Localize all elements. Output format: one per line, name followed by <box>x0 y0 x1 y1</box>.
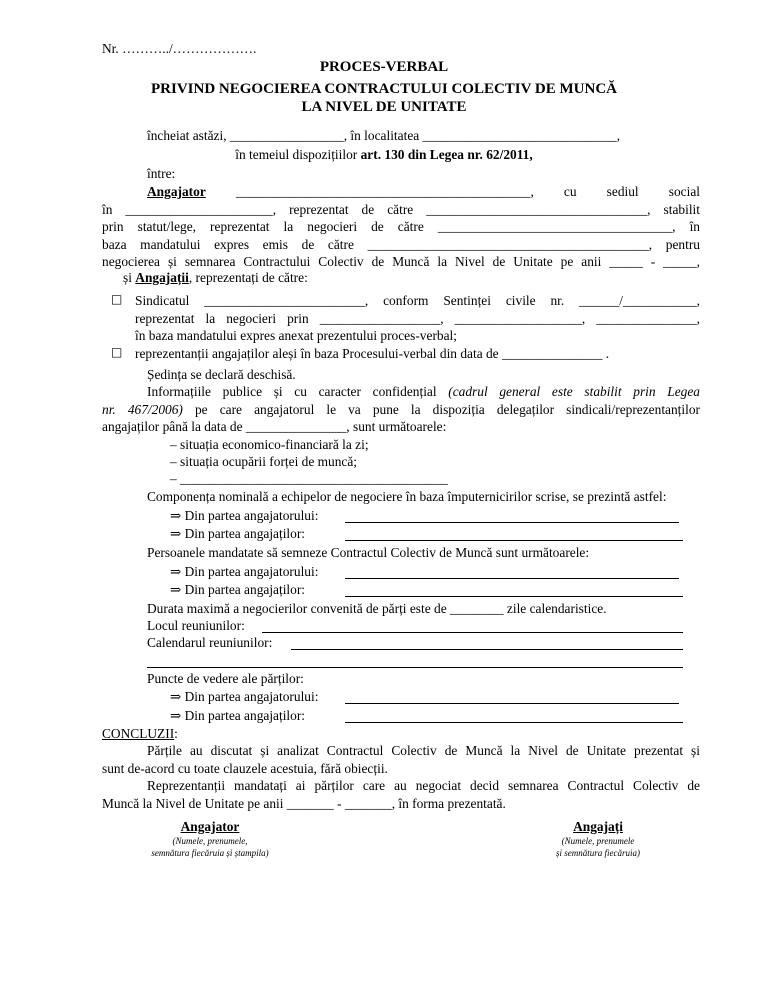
union-checkbox: □ <box>111 292 123 306</box>
employees-rest: , reprezentați de către: <box>188 270 308 285</box>
signature-employer-title: Angajator <box>180 819 240 834</box>
representatives-checkbox: □ <box>111 345 123 359</box>
meeting-calendar-fill-line <box>291 649 683 650</box>
employer-line3: prin statut/lege, reprezentat la negocieri de către ___________________________________, în <box>102 219 700 234</box>
union-line3: în baza mandatului expres anexat prezentului proces-verbal; <box>135 328 457 343</box>
team-employer-fill-line <box>345 522 679 523</box>
employees-intro <box>123 270 308 286</box>
team-employer-label: ⇒ Din partea angajatorului: <box>170 508 319 523</box>
intro-legal-basis <box>0 147 768 163</box>
document-subtitle-line2: LA NIVEL DE UNITATE <box>301 99 467 115</box>
document-title: PROCES-VERBAL <box>319 59 449 75</box>
signature-employees-title: Angajați <box>573 819 623 834</box>
union-line1: Sindicatul ________________________, conform Sentinței civile nr. ______/___________, <box>135 293 700 308</box>
intro-legal-article: art. 130 din Legea nr. 62/2011, <box>360 147 533 162</box>
info-line2-italic: nr. 467/2006) <box>102 402 183 417</box>
employer-label: Angajator <box>147 184 206 199</box>
employer-line1 <box>147 184 700 200</box>
mandated-employees-fill-line <box>345 596 683 597</box>
conclusions-title: CONCLUZII <box>102 726 175 741</box>
conclusions-p2-line2: Muncă la Nivel de Unitate pe anii _______ - _______, în forma prezentată. <box>102 796 506 811</box>
info-bullet-blank: – ________________________________________ <box>170 471 448 486</box>
employer-line2: în ______________________, reprezentat de către _________________________________, stabilit <box>102 202 700 217</box>
employer-line5: negocierea și semnarea Contractului Colectiv de Muncă la Nivel de Unitate pe anii _____ - _____, <box>102 254 700 269</box>
mandated-persons: Persoanele mandatate să semneze Contractul Colectiv de Muncă sunt următoarele: <box>147 545 590 560</box>
conclusions-p2-line1: Reprezentanții mandatați ai părților care au negociat decid semnarea Contractul Colectiv de <box>147 778 700 793</box>
conclusions-colon: : <box>174 726 178 741</box>
team-composition: Componența nominală a echipelor de negociere în baza împuternicirilor scrise, se prezintă astfel: <box>147 489 667 504</box>
team-employees-label: ⇒ Din partea angajaților: <box>170 526 306 541</box>
intro-date-place: încheiat astăzi, _________________, în localitatea _____________________________, <box>147 128 621 143</box>
signature-employees-note2: și semnătura fiecăruia) <box>556 848 640 858</box>
employees-and: și <box>123 270 136 285</box>
union-line2: reprezentat la negocieri prin __________________, ___________________, _______________, <box>135 311 700 326</box>
info-line3: angajaților până la data de _______________, sunt următoarele: <box>102 419 447 434</box>
info-line2 <box>102 402 700 418</box>
employer-line4: baza mandatului expres emis de către __________________________________________, pentru <box>102 237 700 252</box>
conclusions-p1-line2: sunt de-acord cu toate clauzele acestuia, fără obiecții. <box>102 761 388 776</box>
info-line1-italic: (cadrul general este stabilit prin Legea <box>448 384 700 399</box>
negotiation-duration: Durata maximă a negocierilor convenită de părți este de ________ zile calendaristice. <box>147 601 607 616</box>
meeting-calendar-label: Calendarul reuniunilor: <box>147 635 273 650</box>
info-bullet-workforce: – situația ocupării forței de muncă; <box>170 454 358 469</box>
mandated-employees-label: ⇒ Din partea angajaților: <box>170 582 306 597</box>
session-open: Ședința se declară deschisă. <box>147 367 296 382</box>
representatives-line: reprezentanții angajaților aleși în baza Procesului-verbal din data de _______________ . <box>135 346 610 361</box>
intro-legal-basis-text: în temeiul dispozițiilor <box>235 147 361 162</box>
intro-between: între: <box>147 166 176 181</box>
meeting-place-fill-line <box>262 632 683 633</box>
meeting-place-label: Locul reuniunilor: <box>147 618 245 633</box>
info-line1-text: Informațiile publice și cu caracter confidențial <box>147 384 449 399</box>
viewpoints-employer-fill-line <box>345 703 679 704</box>
meeting-calendar-fill-line-2 <box>147 667 683 668</box>
signature-employer-note1: (Numele, prenumele, <box>172 836 248 846</box>
team-employees-fill-line <box>345 540 683 541</box>
conclusions-heading <box>102 726 178 742</box>
signature-employer-note2: semnătura fiecăruia și ștampila) <box>151 848 269 858</box>
document-number: Nr. ………../………………. <box>102 41 257 56</box>
employer-line1-rest: ____________________________________________, cu sediul social <box>205 184 700 199</box>
conclusions-p1-line1: Părțile au discutat și analizat Contractul Colectiv de Muncă la Nivel de Unitate prezentat și <box>147 743 700 758</box>
document-subtitle-line1: PRIVIND NEGOCIEREA CONTRACTULUI COLECTIV DE MUNCĂ <box>150 81 618 97</box>
viewpoints-employees-label: ⇒ Din partea angajaților: <box>170 708 306 723</box>
info-line2-text: pe care angajatorul le va pune la dispoziția delegaților sindicali/reprezentanților <box>182 402 700 417</box>
employees-label: Angajații <box>135 270 189 285</box>
info-line1 <box>147 384 700 400</box>
mandated-employer-label: ⇒ Din partea angajatorului: <box>170 564 319 579</box>
viewpoints-label: Puncte de vedere ale părților: <box>147 671 304 686</box>
signature-employees-note1: (Numele, prenumele <box>561 836 635 846</box>
viewpoints-employees-fill-line <box>345 722 683 723</box>
info-bullet-economic: – situația economico-financiară la zi; <box>170 437 369 452</box>
mandated-employer-fill-line <box>345 578 679 579</box>
viewpoints-employer-label: ⇒ Din partea angajatorului: <box>170 689 319 704</box>
